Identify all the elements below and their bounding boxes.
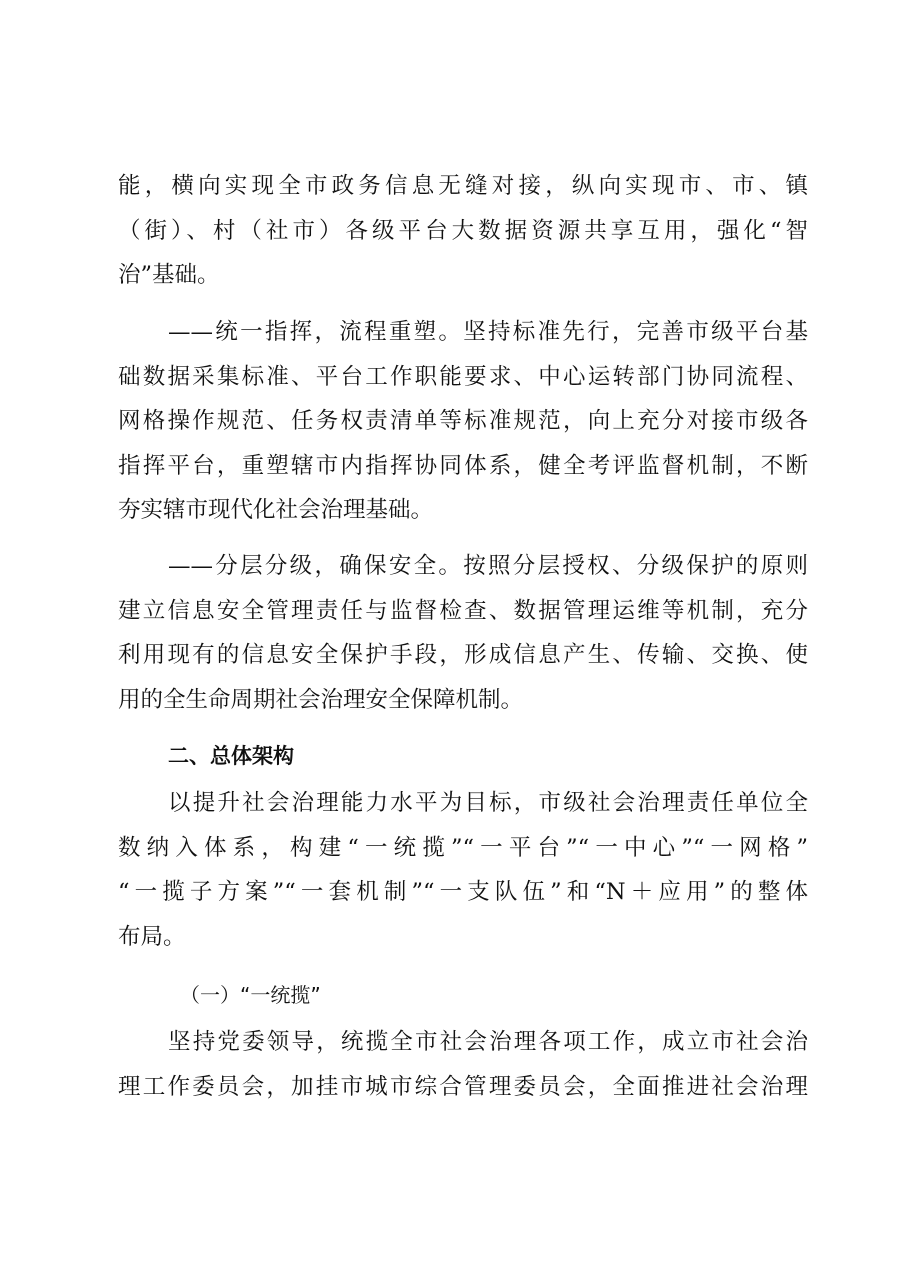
paragraph-line: 指挥平台，重塑辖市内指挥协同体系，健全考评监督机制，不断: [118, 452, 808, 479]
paragraph-line: ——统一指挥，流程重塑。坚持标准先行，完善市级平台基: [168, 319, 808, 345]
paragraph-line: “一揽子方案”“一套机制”“一支队伍”和“N＋应用”的整体: [118, 879, 808, 905]
section-heading-wrapper: [118, 734, 808, 779]
paragraph-line: 建立信息安全管理责任与监督检查、数据管理运维等机制，充分: [118, 597, 808, 624]
paragraph-continuation: [118, 164, 808, 298]
paragraph-line: ——分层分级，确保安全。按照分层授权、分级保护的原则: [168, 553, 808, 579]
paragraph-line: （街）、村（社市）各级平台大数据资源共享互用，强化“智: [118, 217, 808, 244]
paragraph-line: 布局。: [118, 923, 186, 950]
subsection-heading: （一）“一统揽”: [180, 983, 321, 1007]
paragraph-line: 理工作委员会，加挂市城市综合管理委员会，全面推进社会治理: [118, 1073, 808, 1100]
paragraph-line: 以提升社会治理能力水平为目标，市级社会治理责任单位全: [168, 790, 808, 816]
paragraph-line: 础数据采集标准、平台工作职能要求、中心运转部门协同流程、: [118, 363, 808, 390]
paragraph-line: 网格操作规范、任务权责清单等标准规范，向上充分对接市级各: [118, 408, 808, 434]
paragraph-line: 坚持党委领导，统揽全市社会治理各项工作，成立市社会治: [168, 1029, 808, 1055]
paragraph-security: [118, 544, 808, 722]
paragraph-architecture: [118, 781, 808, 959]
paragraph-line: 用的全生命周期社会治理安全保障机制。: [118, 686, 524, 713]
paragraph-unified-command: [118, 310, 808, 533]
paragraph-line: 夯实辖市现代化社会治理基础。: [118, 497, 434, 523]
paragraph-line: 治”基础。: [118, 262, 220, 288]
section-heading: 二、总体架构: [168, 744, 294, 768]
paragraph-line: 能，横向实现全市政务信息无缝对接，纵向实现市、市、镇: [118, 173, 808, 199]
paragraph-line: 利用现有的信息安全保护手段，形成信息产生、传输、交换、使: [118, 642, 808, 668]
subheading-wrapper: [118, 973, 808, 1018]
paragraph-party-leadership: [118, 1020, 808, 1109]
paragraph-line: 数纳入体系，构建“一统揽”“一平台”“一中心”“一网格”: [118, 834, 808, 861]
